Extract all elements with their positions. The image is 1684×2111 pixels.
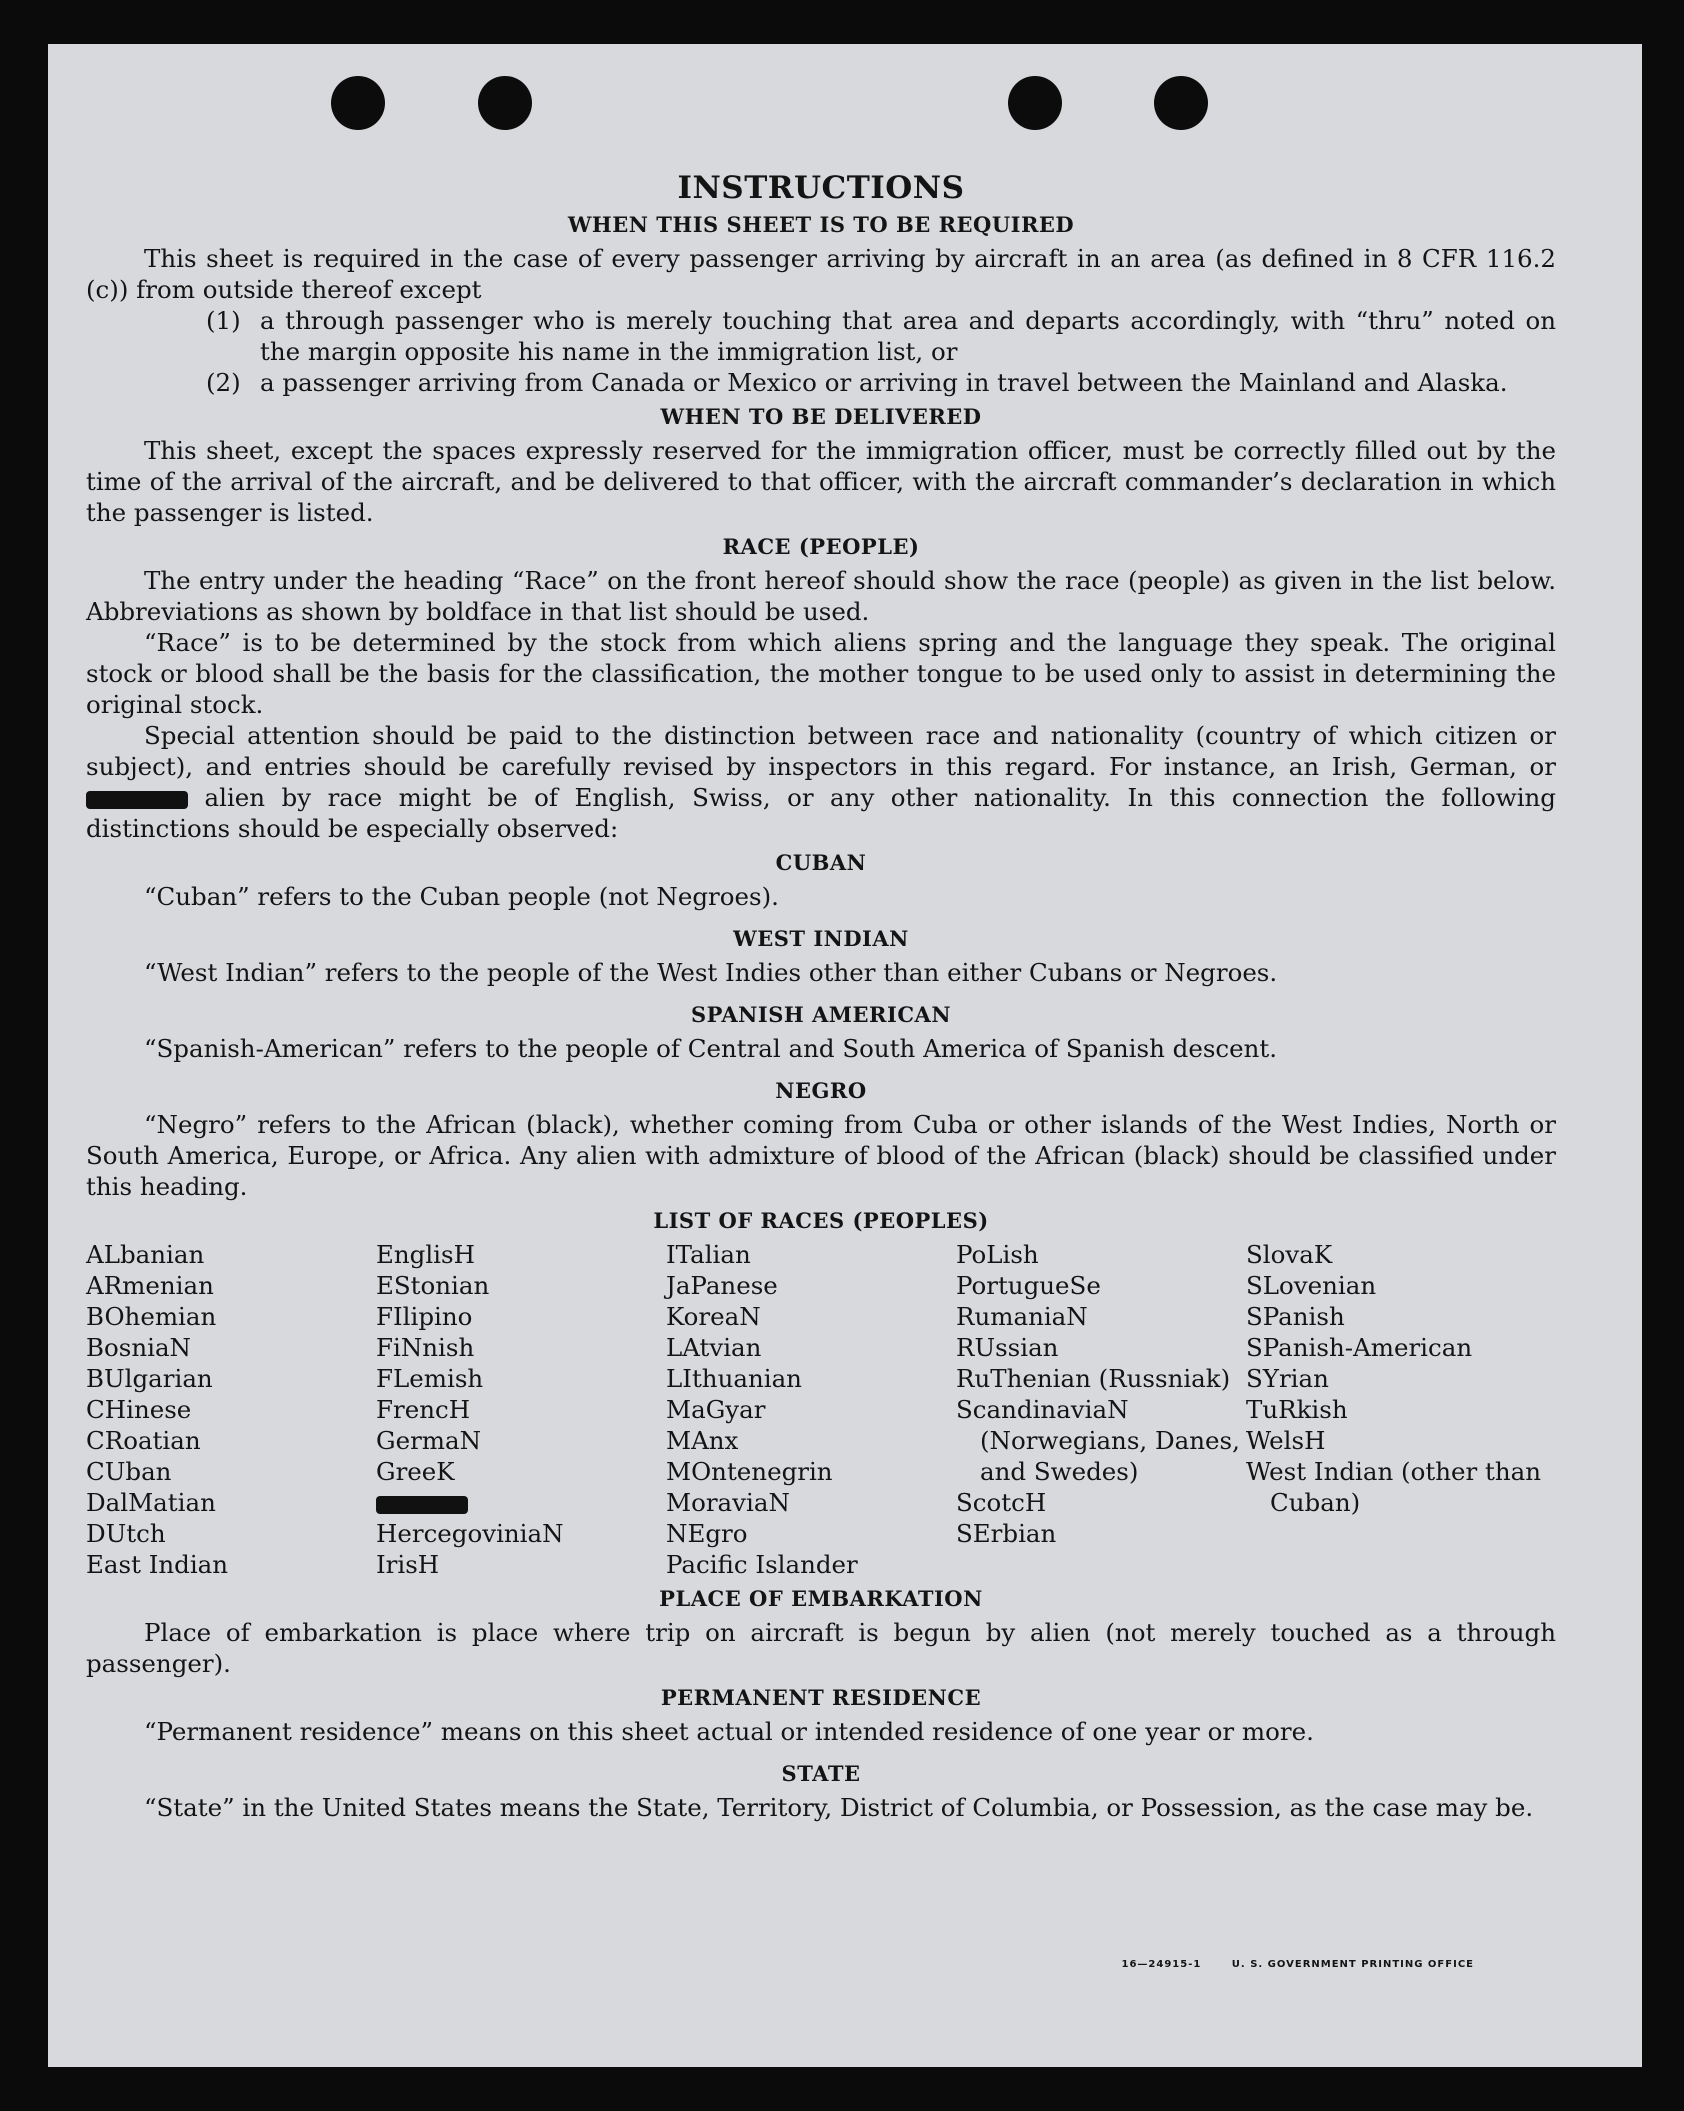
- race-entry: TuRkish: [1246, 1395, 1348, 1424]
- spanish-american-text: “Spanish-American” refers to the people of Central and South America of Spanish descent.: [144, 1034, 1278, 1063]
- race-paragraph-1: The entry under the heading “Race” on the front hereof should show the race (people) as given in the list below. Abbreviations as shown by boldface in that list should be used.: [86, 566, 1556, 626]
- race-entry: NEgro: [666, 1519, 748, 1548]
- race-entry: MOntenegrin: [666, 1457, 833, 1486]
- section-heading-required: WHEN THIS SHEET IS TO BE REQUIRED: [567, 212, 1075, 237]
- race-entry: GermaN: [376, 1426, 482, 1455]
- punch-hole: [1008, 76, 1062, 130]
- race-paragraph-3: [86, 720, 1556, 844]
- races-column-2: [376, 1239, 666, 1580]
- section-heading-race: RACE (PEOPLE): [722, 534, 920, 559]
- race-entry: JaPanese: [666, 1271, 778, 1300]
- race-entry: ScotcH: [956, 1488, 1047, 1517]
- item-text: a through passenger who is merely touching that area and departs accordingly, with “thru” noted on the margin opposite his name in the immigration list, or: [260, 306, 1556, 366]
- list-of-races-heading: LIST OF RACES (PEOPLES): [653, 1208, 989, 1233]
- section-heading-negro: NEGRO: [775, 1078, 867, 1103]
- race-entry: IrisH: [376, 1550, 440, 1579]
- race-entry: LAtvian: [666, 1333, 762, 1362]
- page-title: INSTRUCTIONS: [677, 170, 965, 206]
- race-entry: Pacific Islander: [666, 1550, 858, 1579]
- race-paragraph-3-part1: Special attention should be paid to the distinction between race and nationality (country of which citizen or subject), and entries should be carefully revised by inspectors in this regard. For instance, an Irish, German, or: [86, 721, 1556, 781]
- races-column-1: [86, 1239, 376, 1580]
- race-entry: FiNnish: [376, 1333, 475, 1362]
- punch-hole: [1154, 76, 1208, 130]
- race-entry: ScandinaviaN (Norwegians, Danes, and Swedes): [956, 1395, 1240, 1486]
- race-entry: LIthuanian: [666, 1364, 802, 1393]
- race-entry: SPanish-American: [1246, 1333, 1473, 1362]
- punch-hole: [478, 76, 532, 130]
- form-number: 16—24915-1: [1121, 1959, 1202, 1970]
- race-entry: BOhemian: [86, 1302, 217, 1331]
- race-entry: West Indian (other than Cuban): [1246, 1457, 1541, 1517]
- section-heading-spanish-american: SPANISH AMERICAN: [690, 1002, 952, 1027]
- race-entry: BosniaN: [86, 1333, 191, 1362]
- section-heading-embarkation: PLACE OF EMBARKATION: [659, 1586, 983, 1611]
- item-text: a passenger arriving from Canada or Mexico or arriving in travel between the Mainland and Alaska.: [260, 368, 1508, 397]
- required-intro: This sheet is required in the case of every passenger arriving by aircraft in an area (as defined in 8 CFR 116.2 (c)) from outside thereof except: [86, 244, 1556, 304]
- race-entry: SlovaK: [1246, 1240, 1333, 1269]
- punch-hole: [331, 76, 385, 130]
- embarkation-text: Place of embarkation is place where trip on aircraft is begun by alien (not merely touched as a through passenger).: [86, 1618, 1556, 1678]
- printer-credit: U. S. GOVERNMENT PRINTING OFFICE: [1231, 1959, 1474, 1970]
- document-page: [48, 44, 1642, 2067]
- races-column-3: [666, 1239, 956, 1580]
- race-entry: MoraviaN: [666, 1488, 790, 1517]
- negro-text: “Negro” refers to the African (black), whether coming from Cuba or other islands of the West Indies, North or South America, Europe, or Africa. Any alien with admixture of blood of the African (black) should be classified under this heading.: [86, 1110, 1556, 1201]
- race-entry: CUban: [86, 1457, 172, 1486]
- race-entry: HercegoviniaN: [376, 1519, 564, 1548]
- race-entry: ITalian: [666, 1240, 751, 1269]
- race-entry: RumaniaN: [956, 1302, 1088, 1331]
- race-entry: KoreaN: [666, 1302, 761, 1331]
- cuban-text: “Cuban” refers to the Cuban people (not Negroes).: [144, 882, 779, 911]
- delivered-text: This sheet, except the spaces expressly reserved for the immigration officer, must be correctly filled out by the time of the arrival of the aircraft, and be delivered to that officer, with the aircraft commander’s declaration in which the passenger is listed.: [86, 436, 1556, 527]
- race-entry: WelsH: [1246, 1426, 1326, 1455]
- west-indian-text: “West Indian” refers to the people of the West Indies other than either Cubans or Negroes.: [144, 958, 1278, 987]
- race-entry: FLemish: [376, 1364, 484, 1393]
- race-entry: MAnx: [666, 1426, 739, 1455]
- race-entry: MaGyar: [666, 1395, 766, 1424]
- races-list: [86, 1239, 1556, 1580]
- race-entry: FrencH: [376, 1395, 471, 1424]
- redaction-mark: [86, 791, 188, 809]
- race-entry: CRoatian: [86, 1426, 201, 1455]
- residence-text: “Permanent residence” means on this sheet actual or intended residence of one year or more.: [144, 1717, 1314, 1746]
- race-entry: CHinese: [86, 1395, 192, 1424]
- section-heading-residence: PERMANENT RESIDENCE: [660, 1685, 982, 1710]
- race-paragraph-2: “Race” is to be determined by the stock from which aliens spring and the language they speak. The original stock or blood shall be the basis for the classification, the mother tongue to be used only to assist in determining the original stock.: [86, 628, 1556, 719]
- section-heading-west-indian: WEST INDIAN: [733, 926, 909, 951]
- race-entry: DalMatian: [86, 1488, 216, 1517]
- race-entry-redacted: [376, 1487, 666, 1518]
- race-entry: FIlipino: [376, 1302, 473, 1331]
- race-entry: East Indian: [86, 1550, 229, 1579]
- item-number: (2): [206, 368, 241, 397]
- races-column-5: [1246, 1239, 1546, 1580]
- section-heading-state: STATE: [781, 1761, 861, 1786]
- race-entry: SErbian: [956, 1519, 1057, 1548]
- item-number: (1): [206, 306, 241, 335]
- race-entry: DUtch: [86, 1519, 166, 1548]
- race-entry: EnglisH: [376, 1240, 475, 1269]
- race-entry: RuThenian (Russniak): [956, 1364, 1231, 1393]
- race-entry: SPanish: [1246, 1302, 1345, 1331]
- race-entry: EStonian: [376, 1271, 490, 1300]
- race-entry: BUlgarian: [86, 1364, 213, 1393]
- section-heading-cuban: CUBAN: [775, 850, 867, 875]
- race-entry: PortugueSe: [956, 1271, 1101, 1300]
- required-item: [206, 305, 1556, 367]
- race-entry: ALbanian: [86, 1240, 205, 1269]
- race-entry: PoLish: [956, 1240, 1039, 1269]
- races-column-4: [956, 1239, 1246, 1580]
- state-text: “State” in the United States means the State, Territory, District of Columbia, or Possession, as the case may be.: [144, 1793, 1534, 1822]
- required-item: [206, 367, 1556, 398]
- race-entry: GreeK: [376, 1457, 455, 1486]
- page-footer: [1095, 1959, 1474, 1970]
- race-entry: SLovenian: [1246, 1271, 1377, 1300]
- race-entry: ARmenian: [86, 1271, 214, 1300]
- section-heading-delivered: WHEN TO BE DELIVERED: [660, 404, 982, 429]
- race-paragraph-3-part2: alien by race might be of English, Swiss, or any other nationality. In this connection the following distinctions should be especially observed:: [86, 783, 1556, 843]
- race-entry: RUssian: [956, 1333, 1059, 1362]
- race-entry: SYrian: [1246, 1364, 1329, 1393]
- redaction-mark: [376, 1496, 468, 1514]
